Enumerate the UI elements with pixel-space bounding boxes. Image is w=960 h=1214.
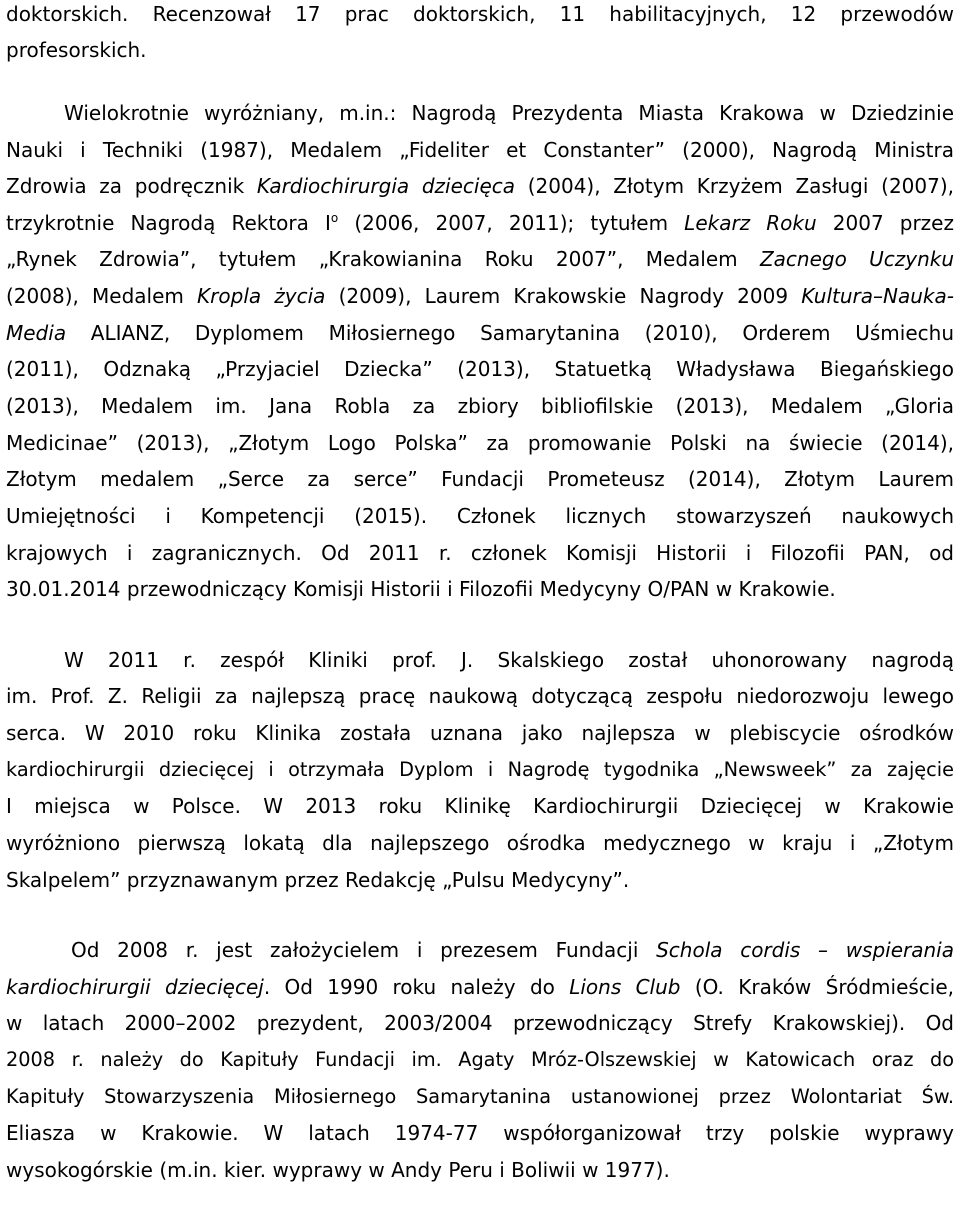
text-line: Nauki i Techniki (1987), Medalem „Fideliter et Constanter” (2000), Nagrodą Ministra — [6, 138, 954, 162]
text-line: Zdrowia za podręcznik Kardiochirurgia dziecięca (2004), Złotym Krzyżem Zasługi (2007), — [6, 174, 955, 198]
text-line: „Rynek Zdrowia”, tytułem „Krakowianina Roku 2007”, Medalem Zacnego Uczynku — [6, 247, 955, 271]
text-line: W 2011 r. zespół Kliniki prof. J. Skalskiego został uhonorowany nagrodą — [64, 648, 954, 672]
club-name: Lions Club — [569, 975, 681, 999]
text-line: (2011), Odznaką „Przyjaciel Dziecka” (2013), Statuetką Władysława Biegańskiego — [6, 357, 954, 381]
title-italic: Kropla życia — [197, 284, 326, 308]
text-line: kardiochirurgii dziecięcej i otrzymała Dyplom i Nagrodę tygodnika „Newsweek” za zajęcie — [6, 758, 954, 781]
title-italic: Media — [6, 321, 67, 345]
text-line: w latach 2000–2002 prezydent, 2003/2004 przewodniczący Strefy Krakowskiej). Od — [6, 1011, 954, 1035]
text-line: Skalpelem” przyznawanym przez Redakcję „Pulsu Medycyny”. — [6, 868, 630, 892]
foundation-name: kardiochirurgii dziecięcej — [6, 975, 264, 999]
superscript: o — [330, 211, 339, 225]
text-line: wyróżniono pierwszą lokatą dla najlepszego ośrodka medycznego w kraju i „Złotym — [6, 831, 954, 855]
text-line: Eliasza w Krakowie. W latach 1974-77 współorganizował trzy polskie wyprawy — [6, 1121, 954, 1145]
text-line: Umiejętności i Kompetencji (2015). Członek licznych stowarzyszeń naukowych — [6, 504, 954, 528]
foundation-name: Schola cordis – wspierania — [656, 938, 954, 962]
text-line: Medicinae” (2013), „Złotym Logo Polska” za promowanie Polski na świecie (2014), — [6, 431, 954, 455]
text-line: doktorskich. Recenzował 17 prac doktorskich, 11 habilitacyjnych, 12 przewodów — [6, 2, 954, 26]
text-line: Kapituły Stowarzyszenia Miłosiernego Samarytanina ustanowionej przez Wolontariat Św. — [6, 1085, 954, 1108]
text-line: krajowych i zagranicznych. Od 2011 r. członek Komisji Historii i Filozofii PAN, od — [6, 541, 954, 565]
title-italic: Zacnego Uczynku — [759, 247, 955, 271]
text-line: kardiochirurgii dziecięcej. Od 1990 roku należy do Lions Club (O. Kraków Śródmieście, — [6, 975, 955, 999]
text-line: 2008 r. należy do Kapituły Fundacji im. Agaty Mróz-Olszewskiej w Katowicach oraz do — [6, 1048, 954, 1071]
text-line: serca. W 2010 roku Klinika została uznana jako najlepsza w plebiscycie ośrodków — [6, 721, 954, 745]
text-line: Od 2008 r. jest założycielem i prezesem Fundacji Schola cordis – wspierania — [71, 938, 954, 962]
text-line: 30.01.2014 przewodniczący Komisji Historii i Filozofii Medycyny O/PAN w Krakowie. — [6, 577, 836, 601]
text-line: wysokogórskie (m.in. kier. wyprawy w Andy Peru i Boliwii w 1977). — [6, 1158, 670, 1182]
text-line: profesorskich. — [6, 38, 147, 62]
text-line: im. Prof. Z. Religii za najlepszą pracę naukową dotyczącą zespołu niedorozwoju lewego — [6, 684, 954, 708]
text-line: (2013), Medalem im. Jana Robla za zbiory bibliofilskie (2013), Medalem „Gloria — [6, 394, 954, 418]
text-line: Wielokrotnie wyróżniany, m.in.: Nagrodą Prezydenta Miasta Krakowa w Dziedzinie — [64, 101, 954, 125]
text-line: trzykrotnie Nagrodą Rektora $I^o$ (2006, 2007, 2011); tytułem Lekarz Roku 2007 przez — [6, 211, 954, 235]
text-line: (2008), Medalem Kropla życia (2009), Laurem Krakowskie Nagrody 2009 Kultura–Nauka- — [6, 284, 954, 308]
title-italic: Kultura–Nauka- — [801, 284, 954, 308]
book-title: Kardiochirurgia dziecięca — [256, 174, 516, 198]
text-line: I miejsca w Polsce. W 2013 roku Klinikę Kardiochirurgii Dziecięcej w Krakowie — [6, 794, 954, 818]
text-line: Złotym medalem „Serce za serce” Fundacji Prometeusz (2014), Złotym Laurem — [6, 467, 954, 491]
text-line: Media ALIANZ, Dyplomem Miłosiernego Samarytanina (2010), Orderem Uśmiechu — [6, 321, 954, 345]
title-italic: Lekarz Roku — [684, 211, 817, 235]
